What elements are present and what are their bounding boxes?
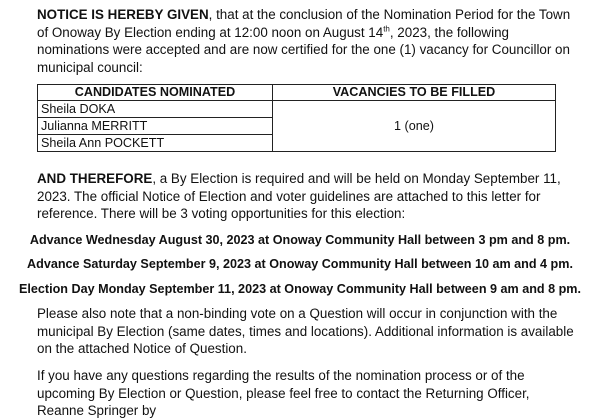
therefore-paragraph [37, 170, 577, 223]
voting-day-advance-2: Advance Saturday September 9, 2023 at Onoway Community Hall between 10 am and 4 pm. [27, 257, 573, 271]
candidates-table [37, 84, 556, 152]
candidate-name: Sheila Ann POCKETT [38, 135, 273, 152]
notice-lead: NOTICE IS HEREBY GIVEN [37, 7, 209, 22]
candidate-name: Julianna MERRITT [38, 118, 273, 135]
therefore-text: , a By Election is required and will be held on Monday September 11, 2023. The official Notice of Election and voter guidelines are attached to this letter for reference. There will be 3 voting opportunities for this election: [37, 171, 561, 221]
notice-superscript: th [383, 24, 390, 34]
notice-paragraph [37, 6, 577, 76]
question-paragraph: Please also note that a non-binding vote on a Question will occur in conjunction with the municipal By Election (same dates, times and locations). Additional information is available on the attached Notice of Question. [37, 306, 574, 356]
therefore-lead: AND THEREFORE [37, 171, 153, 186]
voting-day-election: Election Day Monday September 11, 2023 at Onoway Community Hall between 9 am and 8 pm. [19, 282, 581, 296]
vacancies-cell: 1 (one) [273, 101, 556, 152]
header-vacancies: VACANCIES TO BE FILLED [273, 85, 556, 101]
table-header-row [38, 85, 556, 101]
voting-day-advance-1: Advance Wednesday August 30, 2023 at Onoway Community Hall between 3 pm and 8 pm. [29, 233, 571, 247]
table-row [38, 101, 556, 118]
notice-text-2: , 2023, the following nominations were accepted and are now certified for the one (1) vacancy for Councillor on municipal council: [37, 24, 570, 75]
notice-text-1: , that at the conclusion of the Nomination Period for the Town of Onoway By Election ending at 12:00 noon on August 14 [37, 7, 571, 40]
candidate-name: Sheila DOKA [38, 101, 273, 118]
header-candidates: CANDIDATES NOMINATED [38, 85, 273, 101]
contact-paragraph: If you have any questions regarding the results of the nomination process or of the upcoming By Election or Question, please feel free to contact the Returning Officer, Reanne Springer by [37, 368, 530, 418]
